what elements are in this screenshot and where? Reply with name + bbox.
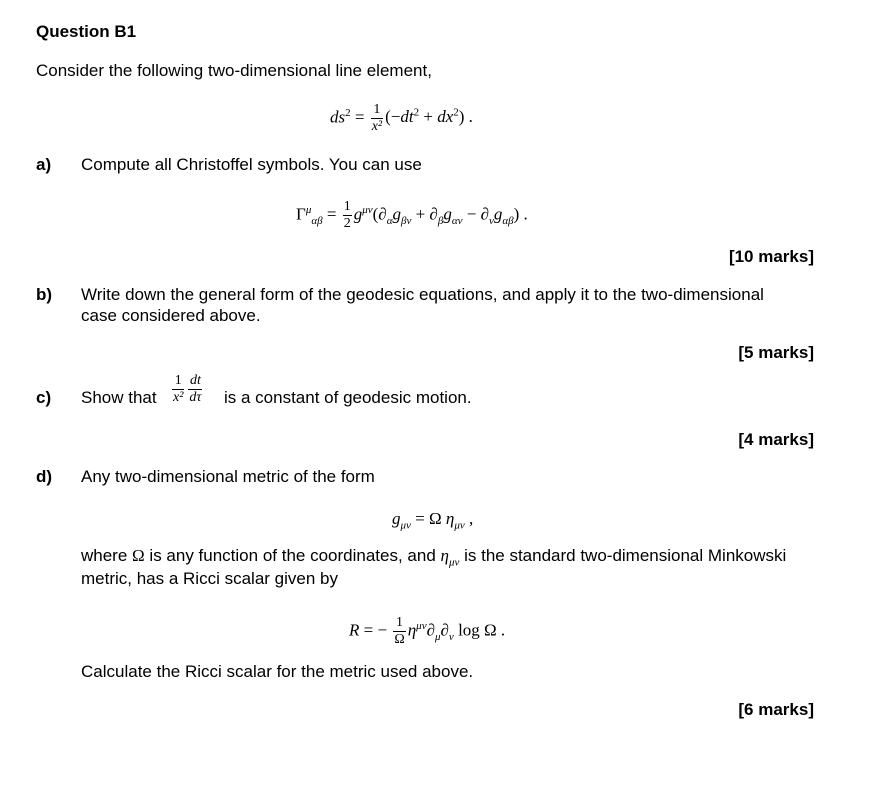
ricci-numerator: 1 bbox=[393, 616, 405, 632]
constant-fraction-a bbox=[172, 374, 184, 405]
part-d-calc: Calculate the Ricci scalar for the metric used above. bbox=[81, 662, 474, 681]
where-b: is any function of the coordinates, and bbox=[149, 546, 436, 565]
eta-symbol: $\eta_{\mu\nu}$ bbox=[440, 546, 460, 569]
constant-fraction-b bbox=[188, 374, 202, 405]
part-b-label: b) bbox=[36, 285, 53, 304]
part-c-pre: Show that bbox=[81, 388, 157, 407]
line-element-numerator: 1 bbox=[371, 103, 383, 119]
part-b-line2: case considered above. bbox=[81, 306, 261, 325]
christoffel-denominator: 2 bbox=[343, 216, 351, 231]
part-d-where-line bbox=[81, 546, 787, 569]
part-d-line2: metric, has a Ricci scalar given by bbox=[81, 569, 338, 588]
line-element-equation: $ds^2$ = $\frac{1}{\text{x²}}$ $(-dt^2 + dx^2)$ . bbox=[330, 102, 473, 134]
ricci-fraction bbox=[393, 616, 405, 647]
omega-symbol: Ω bbox=[132, 546, 145, 565]
constant-den-b: dτ bbox=[189, 390, 202, 405]
part-b-marks: [5 marks] bbox=[738, 343, 814, 362]
part-d-label: d) bbox=[36, 467, 53, 486]
ricci-denominator: Ω bbox=[394, 632, 405, 647]
part-a-label: a) bbox=[36, 155, 52, 174]
question-intro: Consider the following two-dimensional line element, bbox=[36, 61, 432, 80]
line-element-denominator: x² bbox=[371, 119, 383, 134]
where-a: where bbox=[81, 546, 128, 565]
where-c: is the standard two-dimensional Minkowski bbox=[464, 546, 787, 565]
constant-expression bbox=[170, 374, 204, 405]
constant-num-a: 1 bbox=[172, 374, 184, 390]
part-d-text: Any two-dimensional metric of the form bbox=[81, 467, 375, 486]
question-title: Question B1 bbox=[36, 22, 137, 41]
part-a-text: Compute all Christoffel symbols. You can use bbox=[81, 155, 422, 174]
christoffel-formula: $\Gamma^\mu_{\alpha\beta}$ = $\frac{1}{2}$ $g^{\mu\nu}(\partial_\alpha g_{\beta\nu} + \partial_\beta g_{\alpha\nu} - \partial_\nu g_{\alpha\beta})$ . bbox=[296, 199, 528, 231]
line-element-fraction bbox=[371, 103, 383, 134]
constant-num-b: dt bbox=[189, 373, 201, 388]
part-d-marks: [6 marks] bbox=[738, 700, 814, 719]
part-c-label: c) bbox=[36, 388, 52, 407]
christoffel-fraction bbox=[343, 200, 352, 231]
part-c-marks: [4 marks] bbox=[738, 430, 814, 449]
christoffel-numerator: 1 bbox=[343, 199, 351, 214]
constant-den-a: x² bbox=[173, 390, 184, 405]
conformal-metric-equation: $g_{\mu\nu} = \Omega$ $\eta_{\mu\nu}$ , bbox=[392, 509, 474, 532]
part-a-marks: [10 marks] bbox=[728, 247, 814, 266]
part-b-line1: Write down the general form of the geodesic equations, and apply it to the two-dimensional bbox=[81, 285, 764, 304]
part-c-post: is a constant of geodesic motion. bbox=[224, 388, 472, 407]
ricci-formula: R = − $\frac{1}{\Omega}$ $\eta^{\mu\nu}\partial_\mu\partial_\nu$ log Ω . bbox=[349, 615, 506, 647]
